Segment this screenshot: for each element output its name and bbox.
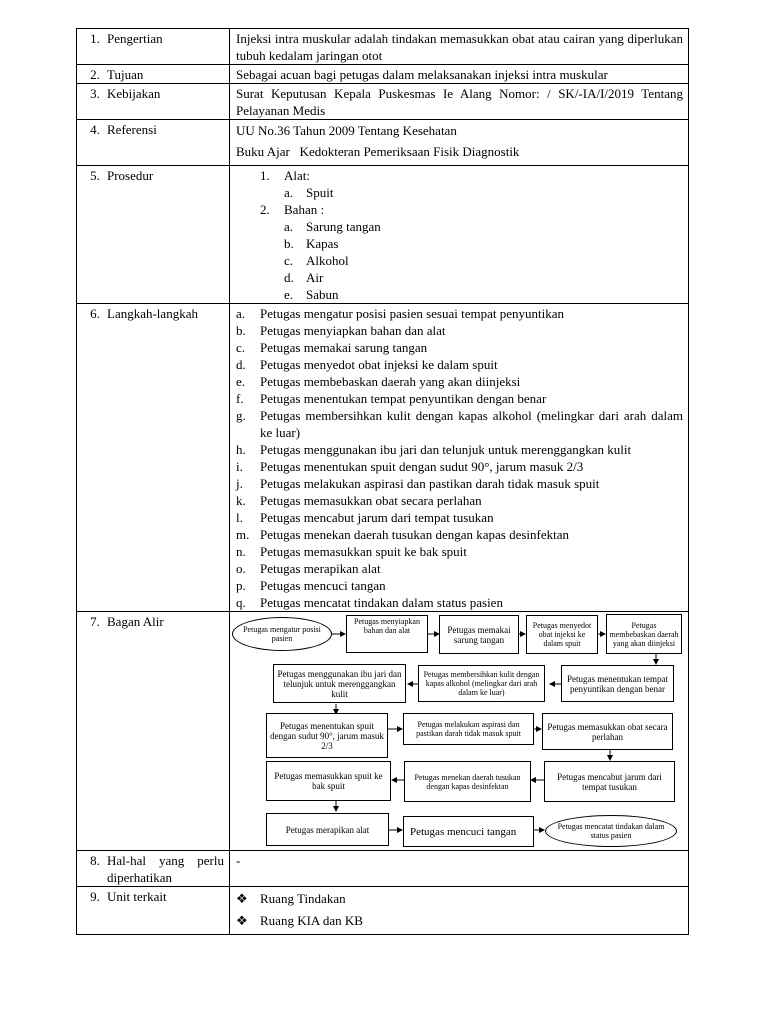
step-item: a. Petugas mengatur posisi pasien sesuai tempat penyuntikan bbox=[236, 306, 564, 321]
row-kebijakan bbox=[77, 84, 689, 120]
flowchart bbox=[232, 612, 768, 850]
row-referensi bbox=[77, 120, 689, 166]
list-item: 1. Alat: bbox=[260, 168, 310, 183]
step-item: q. Petugas mencatat tindakan dalam status pasien bbox=[236, 595, 503, 610]
row-number: 4. bbox=[90, 122, 100, 137]
step-item: o. Petugas merapikan alat bbox=[236, 561, 381, 576]
bullet-icon: ❖ bbox=[236, 891, 248, 906]
flow-node: Petugas mencatat tindakan dalam status pasien bbox=[545, 815, 677, 847]
kebijakan-text: Surat Keputusan Kepala Puskesmas Ie Alang Nomor: / SK/-IA/I/2019 Tentang Pelayanan Medis bbox=[230, 84, 689, 120]
row-pengertian bbox=[77, 29, 689, 65]
step-item: n. Petugas memasukkan spuit ke bak spuit bbox=[236, 544, 467, 559]
step-item: d. Petugas menyedot obat injeksi ke dalam spuit bbox=[236, 357, 498, 372]
step-item: f. Petugas menentukan tempat penyuntikan dengan benar bbox=[236, 391, 547, 406]
row-label: Hal-hal yang perlu diperhatikan bbox=[107, 853, 224, 885]
flow-node: Petugas menentukan tempat penyuntikan dengan benar bbox=[561, 665, 674, 702]
row-label: Kebijakan bbox=[107, 86, 161, 101]
prosedur-list bbox=[236, 167, 683, 184]
hal-text: - bbox=[230, 851, 689, 887]
referensi-line-2: Buku Ajar Kedokteran Pemeriksaan Fisik Diagnostik bbox=[236, 144, 520, 159]
pengertian-text: Injeksi intra muskular adalah tindakan memasukkan obat atau cairan yang diperlukan tubuh kedalam jaringan otot bbox=[230, 29, 689, 65]
flow-node: Petugas membebaskan daerah yang akan diinjeksi bbox=[606, 614, 682, 654]
list-item: a. Spuit bbox=[284, 185, 334, 200]
list-item: ❖ Ruang KIA dan KB bbox=[236, 910, 683, 932]
row-number: 2. bbox=[90, 67, 100, 82]
flow-node: Petugas merapikan alat bbox=[266, 813, 389, 846]
langkah-list bbox=[236, 305, 683, 611]
step-item: b. Petugas menyiapkan bahan dan alat bbox=[236, 323, 446, 338]
bullet-icon: ❖ bbox=[236, 913, 248, 928]
row-prosedur bbox=[77, 166, 689, 304]
row-number: 9. bbox=[90, 889, 100, 904]
tujuan-text: Sebagai acuan bagi petugas dalam melaksanakan injeksi intra muskular bbox=[230, 65, 689, 84]
row-number: 6. bbox=[90, 306, 100, 321]
step-item: k. Petugas memasukkan obat secara perlahan bbox=[236, 493, 482, 508]
row-label: Unit terkait bbox=[107, 889, 167, 904]
sop-table bbox=[76, 28, 689, 935]
list-item: 2. Bahan : bbox=[260, 202, 325, 217]
flow-node: Petugas menyiapkan bahan dan alat bbox=[346, 615, 428, 653]
bahan-list bbox=[236, 218, 683, 303]
flow-node: Petugas memakai sarung tangan bbox=[439, 615, 519, 654]
flow-node: Petugas menggunakan ibu jari dan telunjuk untuk merenggangkan kulit bbox=[273, 664, 406, 703]
row-bagan bbox=[77, 612, 689, 851]
flow-node: Petugas melakukan aspirasi dan pastikan darah tidak masuk spuit bbox=[403, 713, 534, 745]
row-label: Tujuan bbox=[107, 67, 144, 82]
step-item: g. Petugas membersihkan kulit dengan kapas alkohol (melingkar dari arah dalam ke luar) bbox=[236, 408, 683, 440]
row-label: Prosedur bbox=[107, 168, 154, 183]
flow-node: Petugas membersihkan kulit dengan kapas alkohol (melingkar dari arah dalam ke luar) bbox=[418, 665, 545, 702]
flow-node: Petugas memasukkan spuit ke bak spuit bbox=[266, 761, 391, 801]
list-item: e. Sabun bbox=[284, 287, 339, 302]
list-item: c. Alkohol bbox=[284, 253, 349, 268]
list-item: b. Kapas bbox=[284, 236, 339, 251]
row-number: 1. bbox=[90, 31, 100, 46]
flow-node: Petugas mengatur posisi pasien bbox=[232, 617, 332, 651]
row-langkah bbox=[77, 304, 689, 612]
flow-node: Petugas mencuci tangan bbox=[403, 816, 534, 847]
step-item: j. Petugas melakukan aspirasi dan pastikan darah tidak masuk spuit bbox=[236, 476, 600, 491]
flow-node: Petugas menyedot obat injeksi ke dalam spuit bbox=[526, 615, 598, 654]
flow-node: Petugas memasukkan obat secara perlahan bbox=[542, 713, 673, 750]
unit-list bbox=[230, 887, 689, 935]
row-hal bbox=[77, 851, 689, 887]
step-item: h. Petugas menggunakan ibu jari dan telunjuk untuk merenggangkan kulit bbox=[236, 442, 632, 457]
step-item: m. Petugas menekan daerah tusukan dengan kapas desinfektan bbox=[236, 527, 570, 542]
referensi-line-1: UU No.36 Tahun 2009 Tentang Kesehatan bbox=[236, 123, 457, 138]
list-item: ❖ Ruang Tindakan bbox=[236, 888, 683, 910]
row-number: 8. bbox=[90, 853, 100, 868]
row-label: Pengertian bbox=[107, 31, 163, 46]
step-item: p. Petugas mencuci tangan bbox=[236, 578, 386, 593]
row-number: 7. bbox=[90, 614, 100, 629]
step-item: c. Petugas memakai sarung tangan bbox=[236, 340, 428, 355]
row-unit bbox=[77, 887, 689, 935]
alat-list bbox=[236, 184, 683, 201]
flow-node: Petugas mencabut jarum dari tempat tusukan bbox=[544, 761, 675, 802]
row-tujuan bbox=[77, 65, 689, 84]
list-item: a. Sarung tangan bbox=[284, 219, 381, 234]
row-number: 5. bbox=[90, 168, 100, 183]
step-item: i. Petugas menentukan spuit dengan sudut 90°, jarum masuk 2/3 bbox=[236, 459, 584, 474]
step-item: l. Petugas mencabut jarum dari tempat tusukan bbox=[236, 510, 494, 525]
flow-node: Petugas menentukan spuit dengan sudut 90°, jarum masuk 2/3 bbox=[266, 713, 388, 758]
list-item: d. Air bbox=[284, 270, 324, 285]
row-label: Bagan Alir bbox=[107, 614, 164, 629]
row-number: 3. bbox=[90, 86, 100, 101]
row-label: Langkah-langkah bbox=[107, 306, 198, 321]
flow-node: Petugas menekan daerah tusukan dengan kapas desinfektan bbox=[404, 761, 531, 802]
step-item: e. Petugas membebaskan daerah yang akan diinjeksi bbox=[236, 374, 521, 389]
row-label: Referensi bbox=[107, 122, 157, 137]
